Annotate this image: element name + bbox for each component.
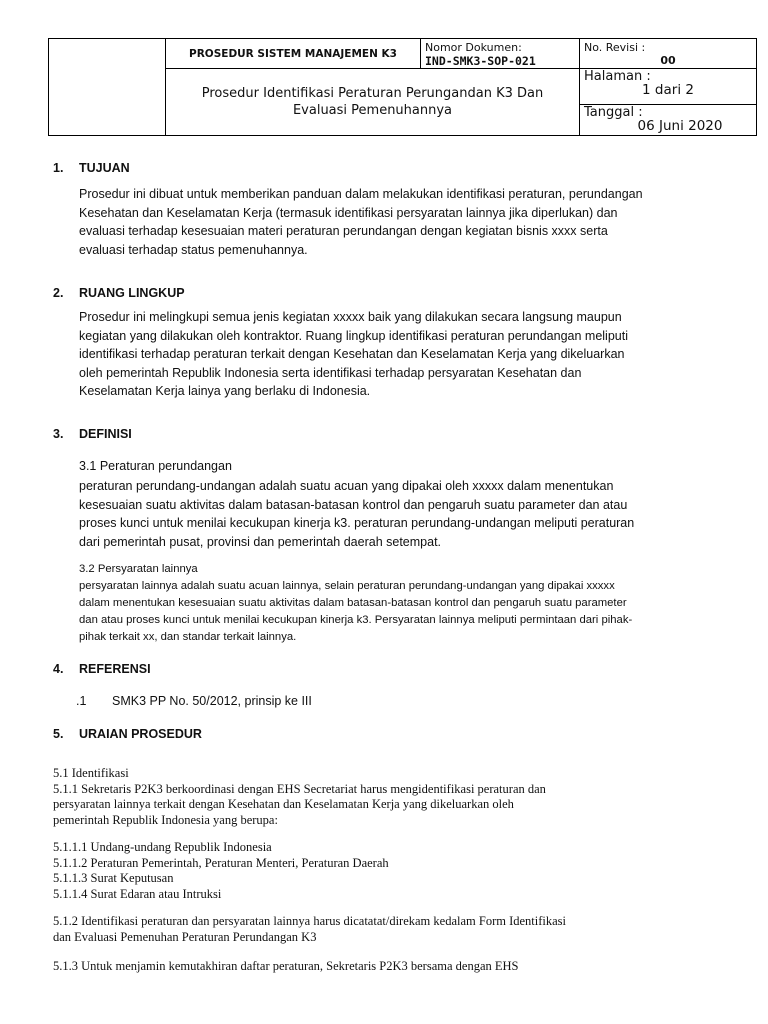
procedure-line: 5.1.1.4 Surat Edaran atau Intruksi <box>53 886 222 901</box>
procedure-line: dan Evaluasi Pemenuhan Peraturan Perundangan K3 <box>53 929 317 944</box>
paragraph-line: identifikasi terhadap peraturan terkait dengan Kesehatan dan Keselamatan Kerja yang dikeluarkan <box>79 347 625 362</box>
tujuan-paragraph <box>79 185 731 259</box>
date-label: Tanggal : <box>584 105 643 120</box>
reference-item-number: .1 <box>76 694 87 708</box>
section-title: REFERENSI <box>79 662 151 676</box>
logo-cell <box>49 39 166 136</box>
definisi-sub1-title: 3.1 Peraturan perundangan <box>79 459 232 473</box>
section-heading-ruang-lingkup <box>53 286 185 300</box>
section-heading-tujuan <box>53 161 130 175</box>
section-number: 5. <box>53 727 64 741</box>
uraian-block-recording <box>53 914 753 945</box>
doc-number-value: IND-SMK3-SOP-021 <box>425 54 536 68</box>
uraian-block-regulation-list <box>53 840 753 902</box>
procedure-line: 5.1.1.3 Surat Keputusan <box>53 871 174 886</box>
procedure-line: 5.1 Identifikasi <box>53 766 129 780</box>
procedure-line: 5.1.1 Sekretaris P2K3 berkoordinasi dengan EHS Secretariat harus mengidentifikasi peraturan dan <box>53 781 546 796</box>
ruang-lingkup-paragraph <box>79 308 731 401</box>
section-title: DEFINISI <box>79 427 132 441</box>
definisi-sub1-paragraph <box>79 477 731 551</box>
paragraph-line: oleh pemerintah Republik Indonesia serta identifikasi terhadap persyaratan Kesehatan dan <box>79 365 582 380</box>
section-heading-definisi <box>53 427 132 441</box>
uraian-block-identifikasi <box>53 766 753 828</box>
reference-item-text: SMK3 PP No. 50/2012, prinsip ke III <box>112 694 312 708</box>
section-number: 3. <box>53 427 64 441</box>
section-heading-referensi <box>53 662 151 676</box>
procedure-line: 5.1.2 Identifikasi peraturan dan persyaratan lainnya harus dicatatat/direkam kedalam Form Identifikasi <box>53 914 567 928</box>
doc-number-cell <box>421 39 580 69</box>
system-title: PROSEDUR SISTEM MANAJEMEN K3 <box>166 39 421 69</box>
paragraph-line: dan atau proses kunci untuk menilai kecukupan kinerja k3. Persyaratan lainnya meliputi permintaan dari pihak- <box>79 614 633 626</box>
paragraph-line: Kesehatan dan Keselamatan Kerja (termasuk identifikasi persyaratan lainnya jika diperlukan) dan <box>79 205 618 220</box>
document-title <box>166 69 580 136</box>
revision-cell <box>580 39 757 69</box>
paragraph-line: Prosedur ini melingkupi semua jenis kegiatan xxxxx baik yang dilakukan secara langsung maupun <box>79 310 622 324</box>
paragraph-line: proses kunci untuk menilai kecukupan kinerja k3. peraturan perundang-undangan meliputi peraturan <box>79 516 635 531</box>
page-cell <box>580 69 757 105</box>
section-title: TUJUAN <box>79 161 130 175</box>
procedure-line: 5.1.3 Untuk menjamin kemutakhiran daftar peraturan, Sekretaris P2K3 bersama dengan EHS <box>53 959 519 973</box>
paragraph-line: persyaratan lainnya adalah suatu acuan lainnya, selain peraturan perundang-undangan yang dipakai xxxxx <box>79 580 615 592</box>
paragraph-line: evaluasi terhadap kesesuaian materi peraturan perundangan dengan kegiatan bisnis xxxx serta <box>79 224 608 239</box>
reference-item <box>76 694 312 708</box>
revision-label: No. Revisi : <box>584 41 646 54</box>
section-title: RUANG LINGKUP <box>79 286 185 300</box>
doc-number-label: Nomor Dokumen: <box>425 41 522 54</box>
procedure-line: persyaratan lainnya terkait dengan Kesehatan dan Keselamatan Kerja yang dikeluarkan oleh <box>53 797 514 812</box>
paragraph-line: peraturan perundang-undangan adalah suatu acuan yang dipakai oleh xxxxx dalam menentukan <box>79 479 614 493</box>
paragraph-line: dalam menentukan kesesuaian suatu aktivitas dalam batasan-batasan kontrol dan pengaruh suatu parameter <box>79 597 627 609</box>
section-number: 1. <box>53 161 64 175</box>
revision-value: 00 <box>660 54 676 67</box>
paragraph-line: kesesuaian suatu aktivitas dalam batasan-batasan kontrol dan pengaruh suatu parameter dan atau <box>79 497 628 512</box>
date-cell <box>580 105 757 136</box>
paragraph-line: pihak terkait xx, dan standar terkait lainnya. <box>79 631 297 643</box>
procedure-line: 5.1.1.1 Undang-undang Republik Indonesia <box>53 840 272 854</box>
document-header-table <box>48 38 757 136</box>
document-title-line2: Evaluasi Pemenuhannya <box>292 103 453 118</box>
section-number: 4. <box>53 662 64 676</box>
date-value: 06 Juni 2020 <box>637 118 723 134</box>
section-number: 2. <box>53 286 64 300</box>
paragraph-line: Prosedur ini dibuat untuk memberikan panduan dalam melakukan identifikasi peraturan, perundangan <box>79 187 643 201</box>
document-title-line1: Prosedur Identifikasi Peraturan Perungandan K3 Dan <box>201 86 544 101</box>
procedure-line: pemerintah Republik Indonesia yang berupa: <box>53 812 278 827</box>
definisi-sub2-title: 3.2 Persyaratan lainnya <box>79 563 198 575</box>
section-title: URAIAN PROSEDUR <box>79 727 202 741</box>
section-heading-uraian <box>53 727 202 741</box>
paragraph-line: kegiatan yang dilakukan oleh kontraktor. Ruang lingkup identifikasi peraturan perundangan meliputi <box>79 328 628 343</box>
paragraph-line: evaluasi terhadap status pemenuhannya. <box>79 242 308 257</box>
uraian-block-update <box>53 959 753 975</box>
paragraph-line: dari pemerintah pusat, provinsi dan pemerintah daerah setempat. <box>79 534 442 549</box>
procedure-line: 5.1.1.2 Peraturan Pemerintah, Peraturan Menteri, Peraturan Daerah <box>53 855 389 870</box>
page-value: 1 dari 2 <box>642 82 694 98</box>
definisi-sub2-paragraph <box>79 578 731 646</box>
page-label: Halaman : <box>584 69 651 84</box>
paragraph-line: Keselamatan Kerja lainya yang berlaku di Indonesia. <box>79 384 371 399</box>
